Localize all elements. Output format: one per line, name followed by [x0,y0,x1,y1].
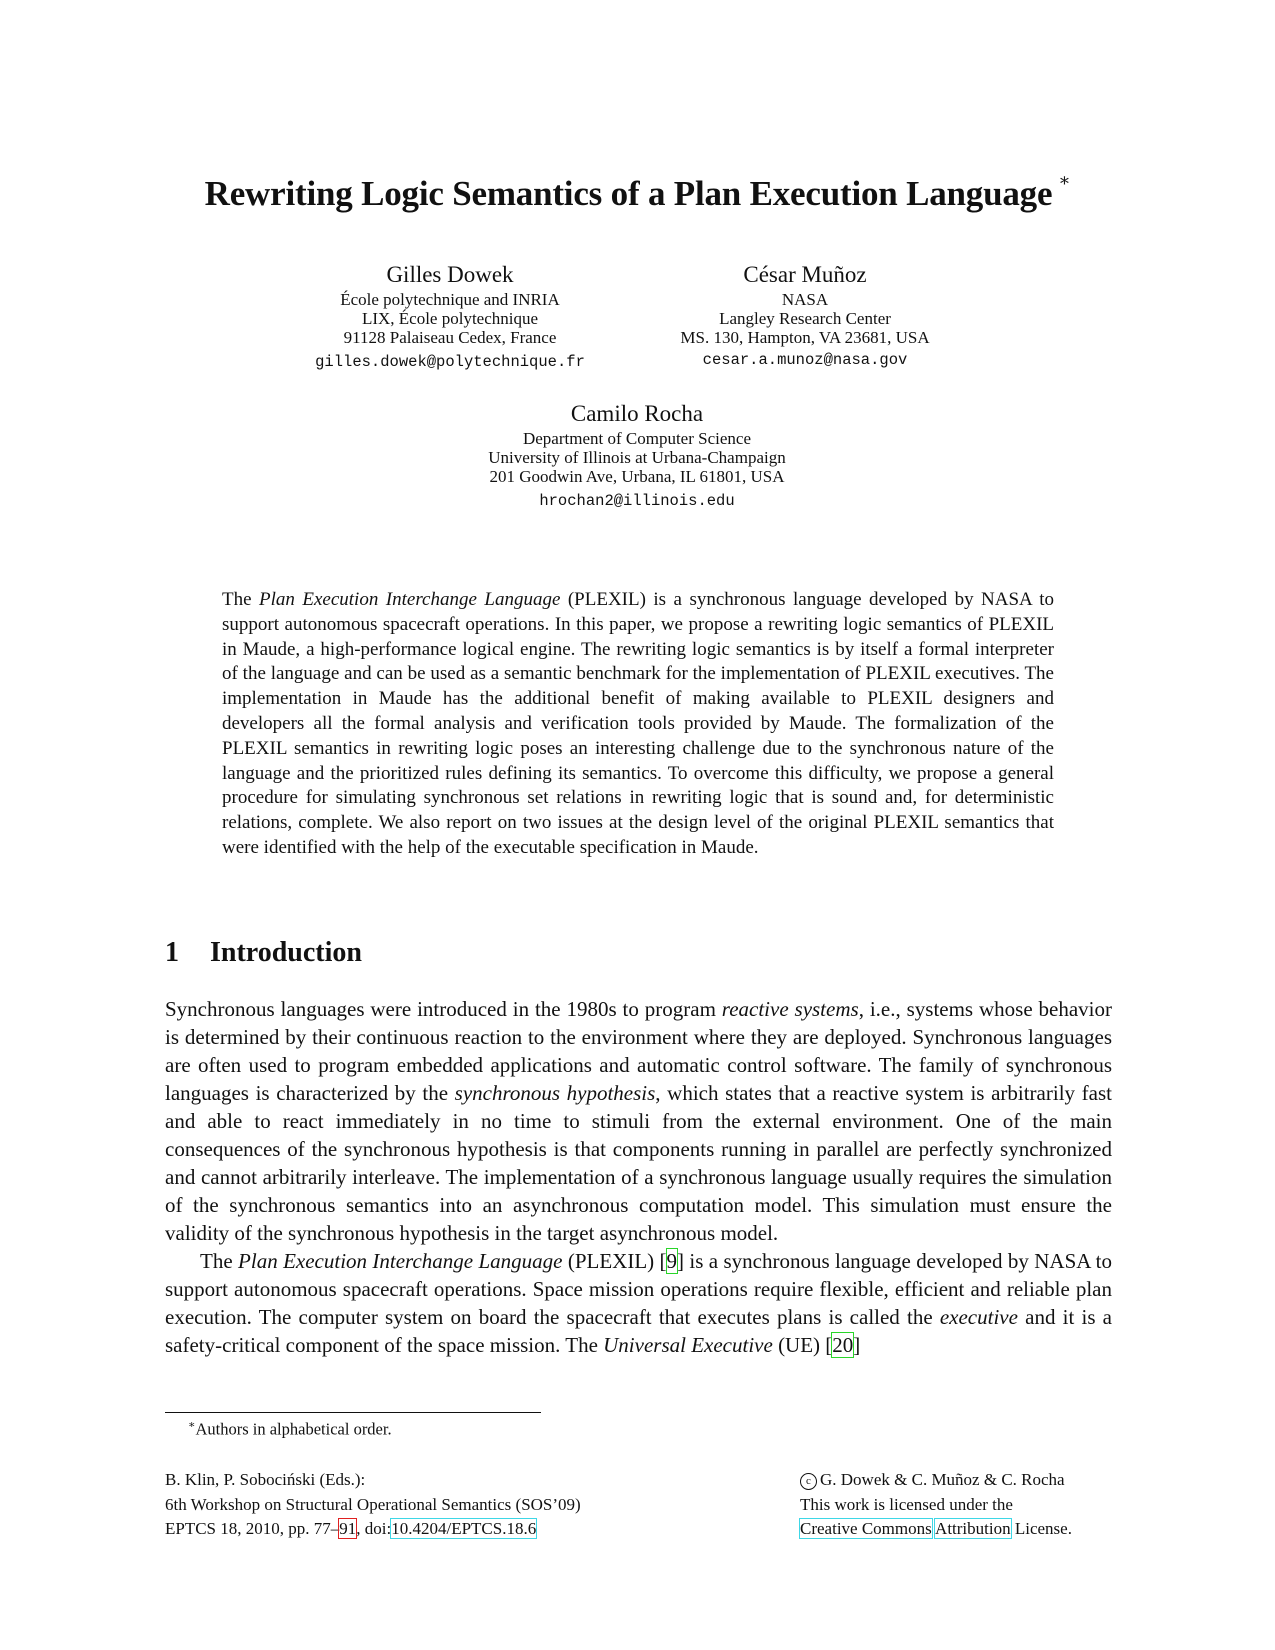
citation-link[interactable]: 9 [666,1249,678,1273]
author-email: cesar.a.munoz@nasa.gov [702,351,908,369]
creative-commons-link[interactable]: Creative Commons [800,1519,932,1538]
publication-editors: B. Klin, P. Sobociński (Eds.): [165,1470,366,1489]
author-affiliation-line: 201 Goodwin Ave, Urbana, IL 61801, USA [489,467,785,486]
body-text [165,995,1112,1359]
abstract-emphasis: Plan Execution Interchange Language [259,589,561,610]
author-email: hrochan2@illinois.edu [539,492,735,510]
author-affiliation-line: MS. 130, Hampton, VA 23681, USA [680,328,930,347]
last-page-link[interactable]: 91 [339,1519,357,1538]
license-statement: This work is licensed under the [800,1494,1013,1514]
emphasis: executive [939,1305,1018,1329]
copyright-line [800,1468,1072,1493]
author-affiliation-line: NASA [781,290,829,309]
paragraph-text: ] [853,1333,861,1357]
abstract-text: The [222,589,260,610]
paragraph-text: Synchronous languages were introduced in the 1980s to program [165,997,722,1021]
paragraph-text: ] is a synchronous language developed by NASA to support autonomous spacecraft operations. Space mission operations require flexible, efficient and reliable plan execution. The computer system on board the spacecraft that executes plans is called the [165,1249,1112,1329]
paragraph-text: (UE) [ [772,1333,833,1357]
emphasis: synchronous hypothesis [454,1081,656,1105]
section-number: 1 [165,937,179,968]
author-affiliation-line: 91128 Palaiseau Cedex, France [343,328,557,347]
citation-link[interactable]: 20 [832,1333,854,1357]
publication-text: EPTCS 18, 2010, pp. 77– [165,1519,340,1538]
copyright-icon: c [800,1473,817,1490]
publication-text: , doi: [356,1519,392,1538]
paragraph-text: The [200,1249,239,1273]
paragraph-text: (PLEXIL) [ [562,1249,667,1273]
license-links [800,1517,1072,1542]
section-heading [165,937,362,969]
author-affiliation-line: Department of Computer Science [522,429,751,448]
license-info [800,1468,1072,1542]
paragraph-text: and it is a safety-critical component of the space mission. The [165,1305,1112,1357]
author-email: gilles.dowek@polytechnique.fr [315,353,585,371]
paragraph [165,995,1112,1247]
footnote [188,1418,392,1440]
license-tail: License. [1010,1519,1072,1538]
doi-link[interactable]: 10.4204/EPTCS.18.6 [391,1519,537,1538]
paragraph-text: , i.e., systems whose behavior is determined by their continuous reaction to the environment where they are deployed. Synchronous languages are often used to program embedded applications and automatic control software. The family of synchronous languages is characterized by the [165,997,1112,1105]
emphasis: Universal Executive [603,1333,773,1357]
emphasis: Plan Execution Interchange Language [238,1249,563,1273]
title-footnote-mark: ∗ [1058,170,1071,190]
paragraph-text: , which states that a reactive system is arbitrarily fast and able to react immediately in no time to stimuli from the external environment. One of the main consequences of the synchronous hypothesis is that components running in parallel are perfectly synchronized and cannot arbitrarily interleave. The implementation of a synchronous language usually requires the simulation of the synchronous semantics into an asynchronous computation model. This simulation must ensure the validity of the synchronous hypothesis in the target asynchronous model. [165,1081,1112,1245]
attribution-link[interactable]: Attribution [935,1519,1011,1538]
footnote-mark: ∗ [188,1419,196,1431]
author-affiliation-line: University of Illinois at Urbana-Champaign [488,448,786,467]
author-affiliation-line: Langley Research Center [719,309,891,328]
author-name: Gilles Dowek [386,262,514,287]
publication-venue: 6th Workshop on Structural Operational Semantics (SOS’09) [165,1494,581,1514]
footnote-rule [165,1412,541,1413]
author-name: Camilo Rocha [570,401,704,426]
author-affiliation-line: LIX, École polytechnique [361,309,539,328]
author-block-munoz [645,260,965,369]
title-text: Rewriting Logic Semantics of a Plan Execution Language [204,174,1053,213]
author-affiliation-line: École polytechnique and INRIA [340,290,560,309]
abstract [222,588,1054,861]
abstract-text: (PLEXIL) is a synchronous language developed by NASA to support autonomous spacecraft operations. In this paper, we propose a rewriting logic semantics of PLEXIL in Maude, a high-performance logical engine. The rewriting logic semantics is by itself a formal interpreter of the language and can be used as a semantic benchmark for the implementation of PLEXIL executives. The implementation in Maude has the additional benefit of making available to PLEXIL designers and developers all the formal analysis and verification tools provided by Maude. The formalization of the PLEXIL semantics in rewriting logic poses an interesting challenge due to the synchronous nature of the language and the prioritized rules defining its semantics. To overcome this difficulty, we propose a general procedure for simulating synchronous set relations in rewriting logic that is sound and, for deterministic relations, complete. We also report on two issues at the design level of the original PLEXIL semantics that were identified with the help of the executable specification in Maude. [222,589,1054,858]
paper-title [0,170,1275,214]
author-name: César Muñoz [743,262,867,287]
emphasis: reactive systems [721,997,859,1021]
copyright-holders: G. Dowek & C. Muñoz & C. Rocha [820,1470,1065,1489]
paragraph [165,1247,1112,1359]
publication-citation [165,1517,581,1542]
author-block-dowek [300,260,600,371]
author-block-rocha [437,399,837,510]
publication-info [165,1468,581,1542]
section-title: Introduction [210,937,362,968]
footnote-text: Authors in alphabetical order. [195,1419,392,1439]
